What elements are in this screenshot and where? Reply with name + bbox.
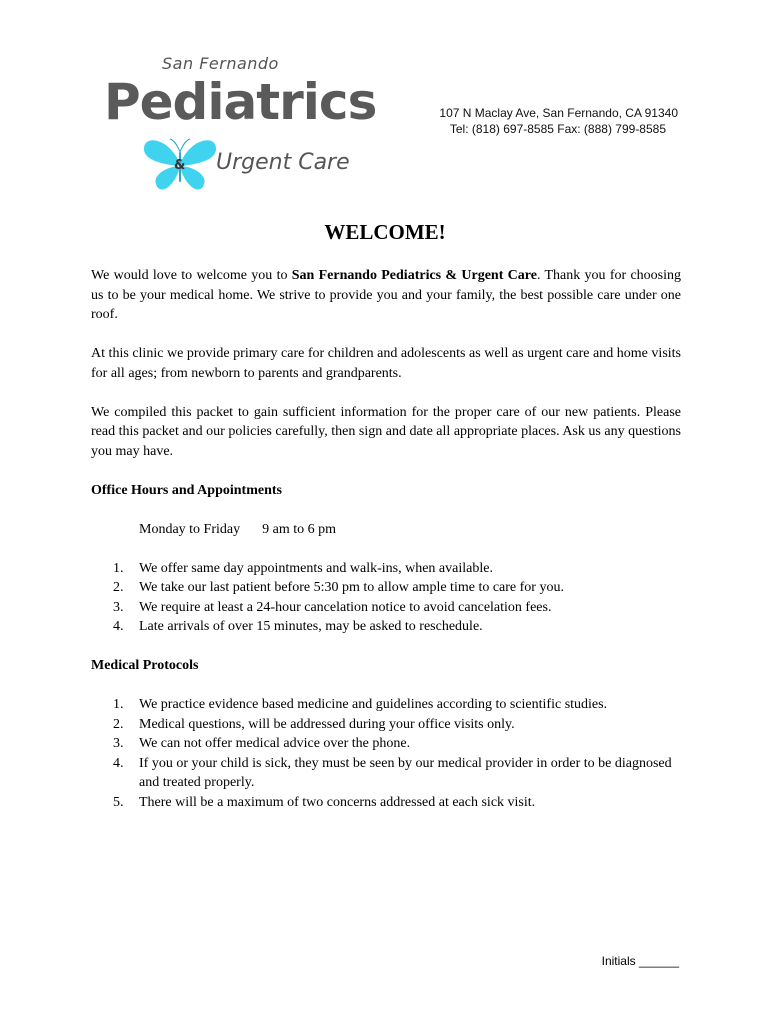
list-item-text: Medical questions, will be addressed during your office visits only.: [139, 716, 515, 732]
letter-body: [91, 266, 681, 832]
list-item: 3. We require at least a 24-hour cancelation notice to avoid cancelation fees.: [113, 599, 552, 615]
list-item-text: Late arrivals of over 15 minutes, may be asked to reschedule.: [139, 619, 483, 634]
office-time: 9 am to 6 pm: [262, 521, 336, 537]
logo-top-text: San Fernando: [162, 54, 279, 73]
list-item-text: We require at least a 24-hour cancelation notice to avoid cancelation fees.: [139, 599, 552, 615]
page-title: WELCOME!: [324, 220, 446, 244]
address: 107 N Maclay Ave, San Fernando, CA 91340: [439, 106, 678, 120]
office-days: Monday to Friday: [139, 521, 241, 537]
phone-fax: Tel: (818) 697-8585 Fax: (888) 799-8585: [449, 122, 666, 136]
list-item: 1. We practice evidence based medicine and guidelines according to scientific studies.: [113, 697, 608, 712]
intro-paragraph-3: We compiled this packet to gain sufficient information for the proper care of our new patients. Please read this packet and our policies carefully, then sign and date all appropriate places. Ask us any questions you may have.: [91, 404, 681, 459]
list-item-text: If you or your child is sick, they must be seen by our medical provider in order to be diagnosed and treated properly.: [139, 755, 672, 790]
contact-info: [439, 105, 678, 137]
protocols-heading: Medical Protocols: [91, 658, 199, 673]
intro-paragraph-2: At this clinic we provide primary care for children and adolescents as well as urgent care and home visits for all ages; from newborn to parents and grandparents.: [91, 346, 681, 381]
list-item: 2. We take our last patient before 5:30 pm to allow ample time to care for you.: [113, 580, 564, 595]
list-item: 5. There will be a maximum of two concerns addressed at each sick visit.: [113, 794, 536, 810]
list-item: 4. Late arrivals of over 15 minutes, may be asked to reschedule.: [113, 619, 483, 634]
logo-amp: &: [174, 158, 186, 173]
list-item: 2. Medical questions, will be addressed during your office visits only.: [113, 716, 515, 732]
initials-field[interactable]: Initials ______: [601, 954, 679, 968]
office-hours-line: [139, 520, 681, 540]
list-item: 4. If you or your child is sick, they must be seen by our medical provider in order to be diagnosed and treated properly.: [113, 755, 672, 790]
list-item-text: We take our last patient before 5:30 pm to allow ample time to care for you.: [139, 580, 564, 595]
clinic-logo: [96, 50, 377, 200]
logo-main-text: Pediatrics: [104, 73, 377, 131]
intro-p1-after: . Thank you for choosing us to be your medical home. We strive to provide you and your family, the best possible care under one roof.: [91, 268, 681, 322]
intro-p1-before: We would love to welcome you to: [91, 268, 292, 283]
office-hours-heading: Office Hours and Appointments: [91, 482, 282, 498]
intro-paragraph-1: [91, 266, 681, 325]
clinic-name: San Fernando Pediatrics & Urgent Care: [291, 268, 537, 283]
list-item-text: We practice evidence based medicine and guidelines according to scientific studies.: [139, 697, 608, 712]
list-item: 1. We offer same day appointments and walk-ins, when available.: [113, 560, 493, 576]
logo-sub-text: Urgent Care: [216, 150, 350, 175]
list-item-text: We offer same day appointments and walk-ins, when available.: [139, 560, 493, 576]
list-item: 3. We can not offer medical advice over the phone.: [113, 736, 411, 751]
list-item-text: There will be a maximum of two concerns addressed at each sick visit.: [139, 794, 536, 810]
list-item-text: We can not offer medical advice over the phone.: [139, 736, 411, 751]
office-hours-list: [91, 559, 681, 637]
protocols-list: [91, 695, 681, 812]
